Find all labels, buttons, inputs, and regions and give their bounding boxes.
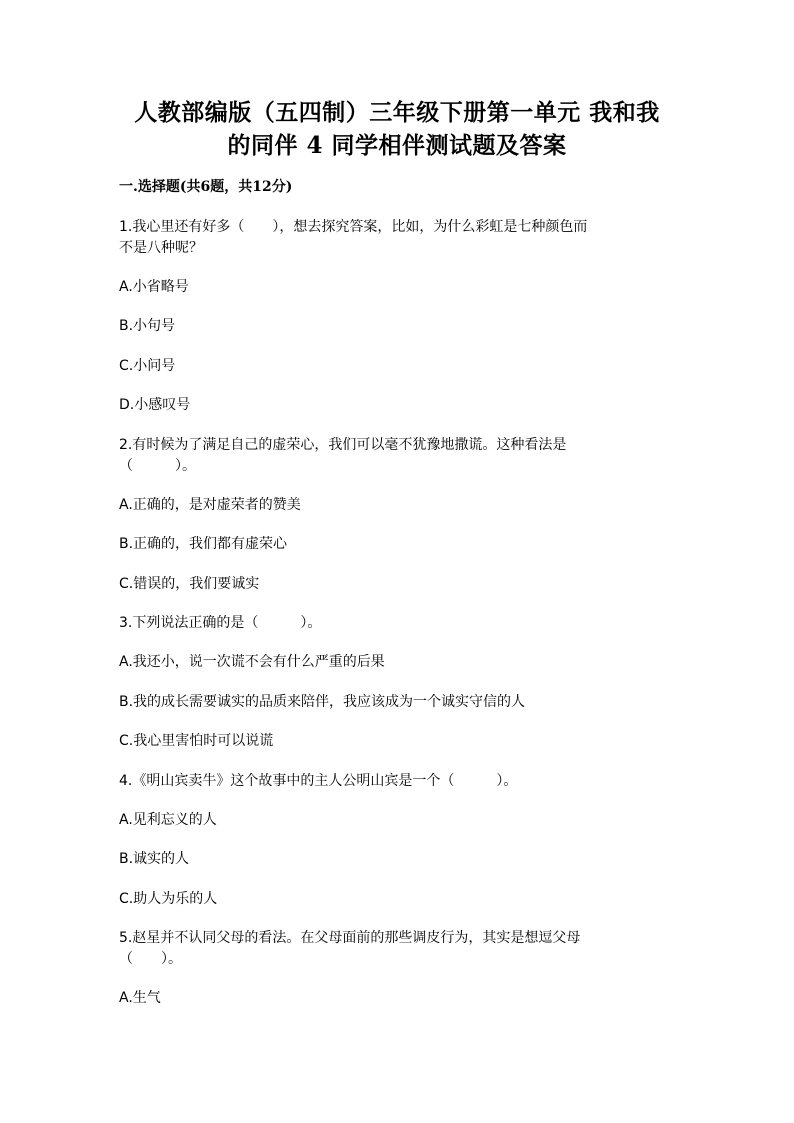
question-5-stem-line-2: （ ）。 — [119, 951, 182, 967]
title-line-1: 人教部编版（五四制）三年级下册第一单元 我和我 — [134, 99, 660, 126]
question-1-option-b: B.小句号 — [119, 318, 176, 334]
question-5-option-a: A.生气 — [119, 990, 161, 1006]
question-2-option-b: B.正确的，我们都有虚荣心 — [119, 536, 288, 552]
question-1-option-a: A.小省略号 — [119, 279, 189, 295]
question-4-stem: 4.《明山宾卖牛》这个故事中的主人公明山宾是一个（ ）。 — [119, 773, 518, 789]
section-heading: 一.选择题(共6题，共12分) — [119, 179, 293, 195]
question-2-stem-line-2: （ ）。 — [119, 458, 196, 474]
question-4-option-b: B.诚实的人 — [119, 851, 190, 867]
question-1-option-d: D.小感叹号 — [119, 397, 191, 413]
question-2-stem-line-1: 2.有时候为了满足自己的虚荣心，我们可以毫不犹豫地撒谎。这种看法是 — [119, 437, 567, 453]
document-title — [100, 96, 694, 162]
question-3-option-a: A.我还小，说一次谎不会有什么严重的后果 — [119, 654, 385, 670]
question-5-stem-line-1: 5.赵星并不认同父母的看法。在父母面前的那些调皮行为，其实是想逗父母 — [119, 930, 581, 946]
question-2-option-a: A.正确的，是对虚荣者的赞美 — [119, 497, 301, 513]
question-3-option-c: C.我心里害怕时可以说谎 — [119, 733, 274, 749]
question-1-stem-line-1: 1.我心里还有好多（ ），想去探究答案，比如，为什么彩虹是七种颜色而 — [119, 219, 588, 235]
question-4-option-c: C.助人为乐的人 — [119, 891, 218, 907]
question-3-option-b: B.我的成长需要诚实的品质来陪伴，我应该成为一个诚实守信的人 — [119, 694, 526, 710]
title-line-2: 的同伴 4 同学相伴测试题及答案 — [227, 132, 567, 159]
question-3-stem: 3.下列说法正确的是（ ）。 — [119, 615, 322, 631]
question-4-option-a: A.见利忘义的人 — [119, 812, 217, 828]
question-1-option-c: C.小问号 — [119, 358, 176, 374]
question-2-option-c: C.错误的，我们要诚实 — [119, 576, 260, 592]
question-1-stem-line-2: 不是八种呢？ — [119, 240, 203, 256]
